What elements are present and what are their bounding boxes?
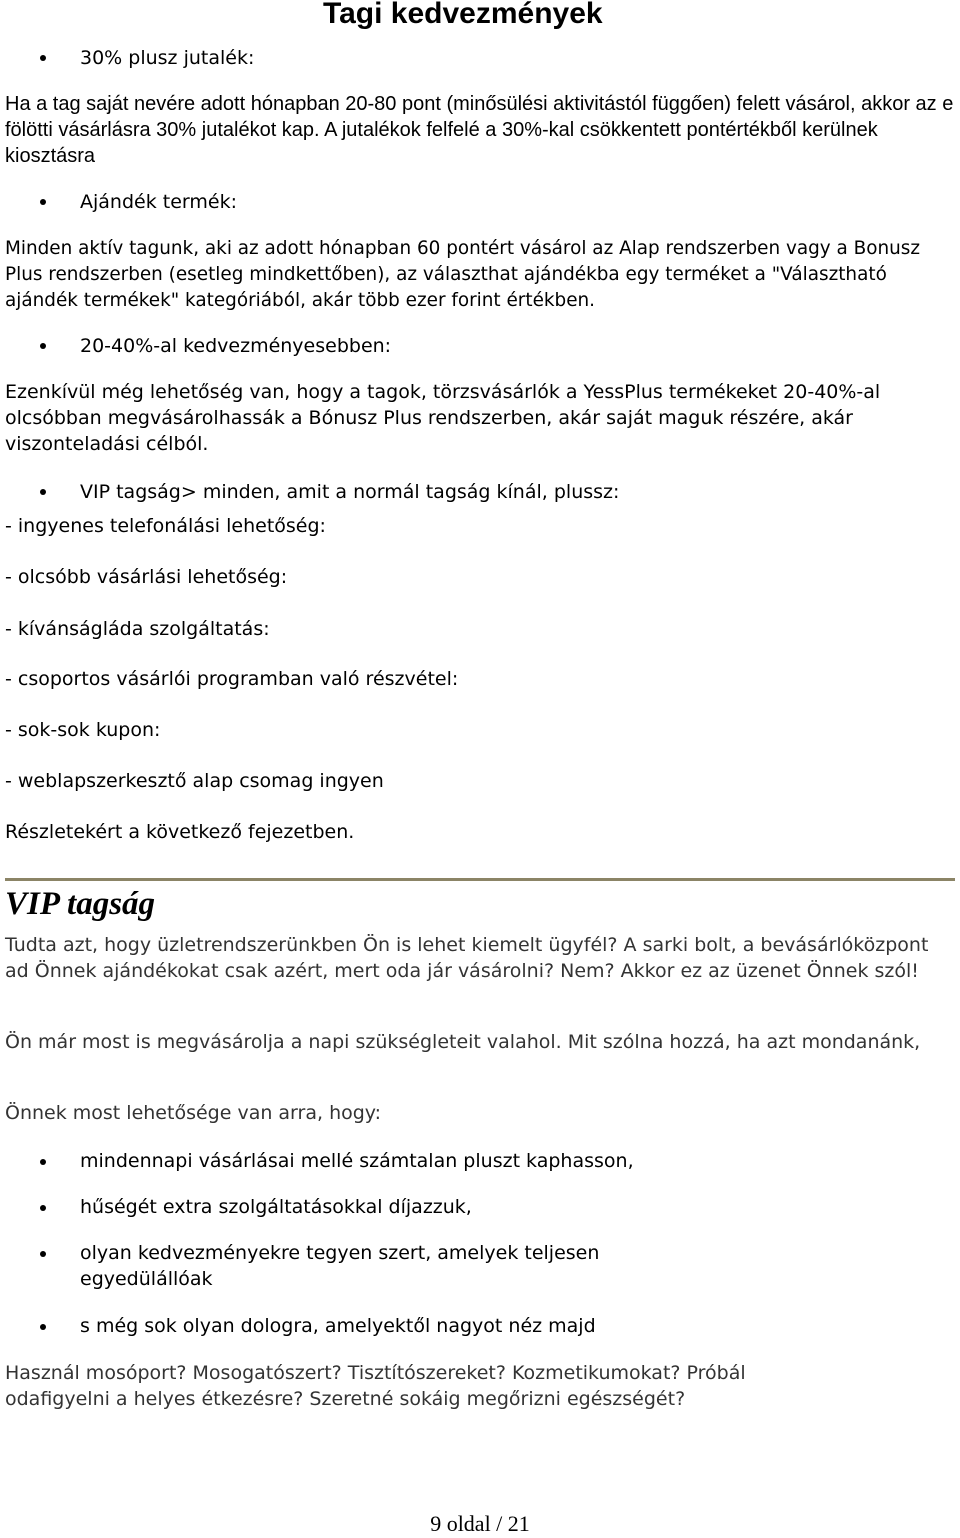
list-item: olyan kedvezményekre tegyen szert, amelyek teljesen egyedülállóak <box>80 1242 600 1290</box>
bullet-icon <box>40 1324 46 1330</box>
list-item: - olcsóbb vásárlási lehetőség: <box>5 566 288 588</box>
section-label-vip: VIP tagság> minden, amit a normál tagság kínál, plussz: <box>80 481 620 503</box>
list-item: - weblapszerkesztő alap csomag ingyen <box>5 770 384 792</box>
list-item: hűségét extra szolgáltatásokkal díjazzuk, <box>80 1196 472 1218</box>
vip-paragraph-4: Használ mosóport? Mosogatószert? Tisztítószereket? Kozmetikumokat? Próbál odafigyelni a helyes étkezésre? Szeretné sokáig megőrizni egészségét? <box>5 1362 746 1410</box>
vip-paragraph-3: Önnek most lehetősége van arra, hogy: <box>5 1102 382 1124</box>
section-label-bonus: 30% plusz jutalék: <box>80 47 255 69</box>
divider <box>5 878 955 881</box>
page-title: Tagi kedvezmények <box>323 0 603 30</box>
section-heading-vip: VIP tagság <box>5 886 156 922</box>
page-number: 9 oldal / 21 <box>430 1511 530 1536</box>
bullet-icon <box>40 1159 46 1165</box>
list-item: mindennapi vásárlásai mellé számtalan pluszt kaphasson, <box>80 1150 634 1172</box>
list-item: - sok-sok kupon: <box>5 719 161 741</box>
details-note: Részletekért a következő fejezetben. <box>5 821 355 843</box>
bullet-icon <box>40 343 46 349</box>
bullet-icon <box>40 199 46 205</box>
vip-paragraph-2: Ön már most is megvásárolja a napi szükségleteit valahol. Mit szólna hozzá, ha azt mondanánk, <box>5 1031 921 1053</box>
list-item: - ingyenes telefonálási lehetőség: <box>5 515 326 537</box>
bullet-icon <box>40 55 46 61</box>
list-item: - kívánságláda szolgáltatás: <box>5 618 270 640</box>
section-text-gift: Minden aktív tagunk, aki az adott hónapban 60 pontért vásárol az Alap rendszerben vagy a Bonusz Plus rendszerben (esetleg mindkettőben), az választhat ajándékba egy terméket a "Választható ajándék termékek" kategóriából, akár több ezer forint értékben. <box>5 238 921 311</box>
bullet-icon <box>40 1205 46 1211</box>
section-label-gift: Ajándék termék: <box>80 191 237 213</box>
bullet-icon <box>40 1251 46 1257</box>
list-item: s még sok olyan dologra, amelyektől nagyot néz majd <box>80 1315 596 1337</box>
section-label-discount: 20-40%-al kedvezményesebben: <box>80 335 392 357</box>
vip-paragraph-1: Tudta azt, hogy üzletrendszerünkben Ön is lehet kiemelt ügyfél? A sarki bolt, a bevásárlóközpont ad Önnek ajándékokat csak azért, mert oda jár vásárolni? Nem? Akkor ez az üzenet Önnek szól! <box>5 934 929 982</box>
section-text-discount: Ezenkívül még lehetőség van, hogy a tagok, törzsvásárlók a YessPlus termékeket 20-40%-al olcsóbban megvásárolhassák a Bónusz Plus rendszerben, akár saját maguk részére, akár viszonteladási célból. <box>5 381 881 455</box>
section-text-bonus: Ha a tag saját nevére adott hónapban 20-80 pont (minősülési aktivitástól függően) felett vásárol, akkor az e fölötti vásárlásra 30% jutalékot kap. A jutalékok felfelé a 30%-kal csökkentett pontértékből kerülnek kiosztásra <box>5 93 954 167</box>
list-item: - csoportos vásárlói programban való részvétel: <box>5 668 459 690</box>
bullet-icon <box>40 489 46 495</box>
